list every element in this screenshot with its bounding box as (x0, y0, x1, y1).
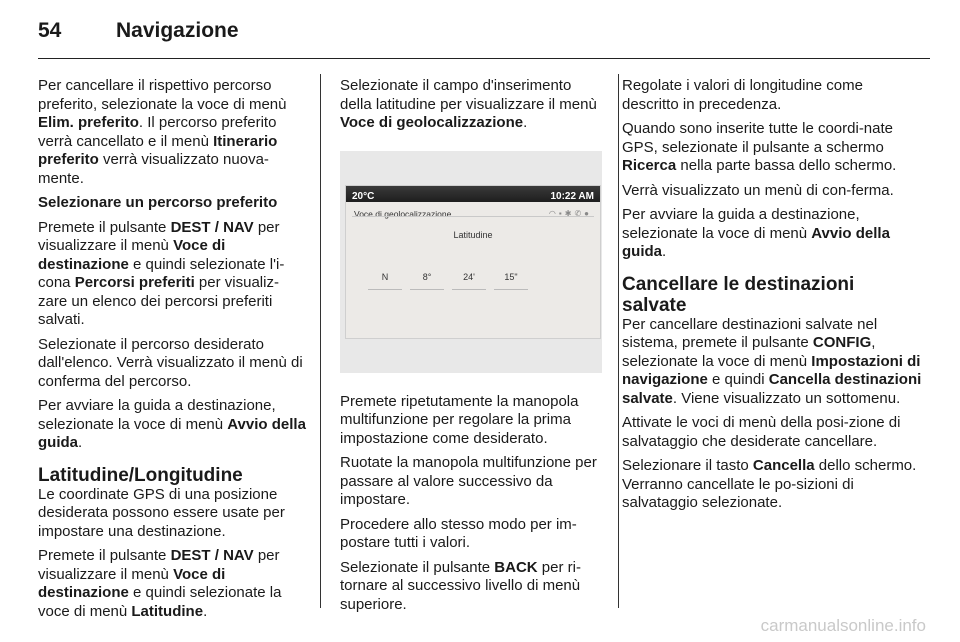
paragraph: Per cancellare il rispettivo percorso preferito, selezionate la voce di menù Elim. preferito. Il percorso preferito verrà cancellato e il menù Itinerario preferito verrà visualizzato nuova‐mente. (38, 77, 287, 187)
paragraph: Selezionate il campo d'inserimento della latitudine per visualizzare il menù Voce di geolocalizzazione. (340, 77, 597, 131)
paragraph: Premete ripetutamente la manopola multifunzione per regolare la prima impostazione come desiderato. (340, 392, 579, 447)
paragraph: Premete il pulsante DEST / NAV per visualizzare il menù Voce di destinazione e quindi selezionate la voce di menù Latitudine. (38, 547, 282, 620)
page-number: 54 (38, 19, 62, 42)
paragraph: Per cancellare destinazioni salvate nel sistema, premete il pulsante CONFIG, selezionate la voce di menù Impostazioni di navigazione e quindi Cancella destinazioni salvate. Viene visualizzato un sottomenu. (622, 315, 922, 407)
coordinate-field: N (368, 268, 402, 291)
screen-divider (352, 216, 594, 217)
subheading: Selezionare un percorso preferito (38, 194, 278, 211)
header-divider (38, 58, 930, 59)
coordinate-fields (368, 268, 528, 291)
section-heading: Cancellare le destinazioni salvate (622, 273, 855, 316)
paragraph: Le coordinate GPS di una posizione desiderata possono essere usate per impostare una destinazione. (38, 485, 285, 540)
clock-readout: 10:22 AM (550, 190, 594, 202)
page-header (38, 14, 239, 48)
settings-icon: ● (584, 208, 592, 218)
infotainment-screen (345, 185, 601, 339)
paragraph: Procedere allo stesso modo per im‐postare tutti i valori. (340, 515, 577, 551)
column-divider (320, 74, 321, 608)
paragraph: Per avviare la guida a destinazione, selezionate la voce di menù Avvio della guida. (622, 206, 890, 260)
latitude-label: Latitudine (453, 229, 493, 240)
paragraph: Selezionate il pulsante BACK per ri‐tornare al successivo livello di menù superiore. (340, 558, 581, 613)
column-3 (622, 77, 922, 519)
wifi-icon: ◠ (548, 208, 559, 218)
paragraph: Premete il pulsante DEST / NAV per visualizzare il menù Voce di destinazione e quindi selezionate l'i‐cona Percorsi preferiti per visualiz‐zare un elenco dei percorsi preferiti salvati. (38, 218, 285, 328)
signal-icon: ▪ (558, 208, 565, 218)
coordinate-field: 15" (494, 268, 528, 291)
watermark: carmanualsonline.info (760, 616, 926, 635)
paragraph: Attivate le voci di menù della posi‐zione di salvataggio che desiderate cancellare. (622, 414, 901, 450)
screen-image (340, 151, 602, 373)
coordinate-field: 24' (452, 268, 486, 291)
screen-title: Voce di geolocalizzazione (354, 208, 452, 219)
paragraph: Verrà visualizzato un menù di con‐ferma. (622, 181, 894, 199)
paragraph: Selezionate il percorso desiderato dall'elenco. Verrà visualizzato il menù di conferma del percorso. (38, 335, 303, 390)
paragraph: Regolate i valori di longitudine come descritto in precedenza. (622, 77, 863, 113)
status-bar (346, 186, 600, 202)
coordinate-field: 8° (410, 268, 444, 291)
phone-icon: ✆ (574, 208, 585, 218)
status-icons (549, 205, 592, 224)
paragraph: Quando sono inserite tutte le coordi‐nate GPS, selezionate il pulsante a schermo Ricerca nella parte bassa dello schermo. (622, 120, 897, 174)
paragraph: Per avviare la guida a destinazione, selezionate la voce di menù Avvio della guida. (38, 397, 306, 451)
column-2 (340, 77, 604, 620)
section-heading: Latitudine/Longitudine (38, 464, 243, 486)
paragraph: Ruotate la manopola multifunzione per passare al valore successivo da impostare. (340, 454, 597, 508)
paragraph: Selezionare il tasto Cancella dello schermo. Verranno cancellate le po‐sizioni di salvataggio selezionate. (622, 457, 917, 511)
column-divider (618, 74, 619, 608)
bluetooth-icon: ✱ (564, 208, 575, 218)
column-1 (38, 77, 306, 627)
page-title: Navigazione (116, 19, 239, 42)
temperature-readout: 20°C (352, 190, 375, 202)
